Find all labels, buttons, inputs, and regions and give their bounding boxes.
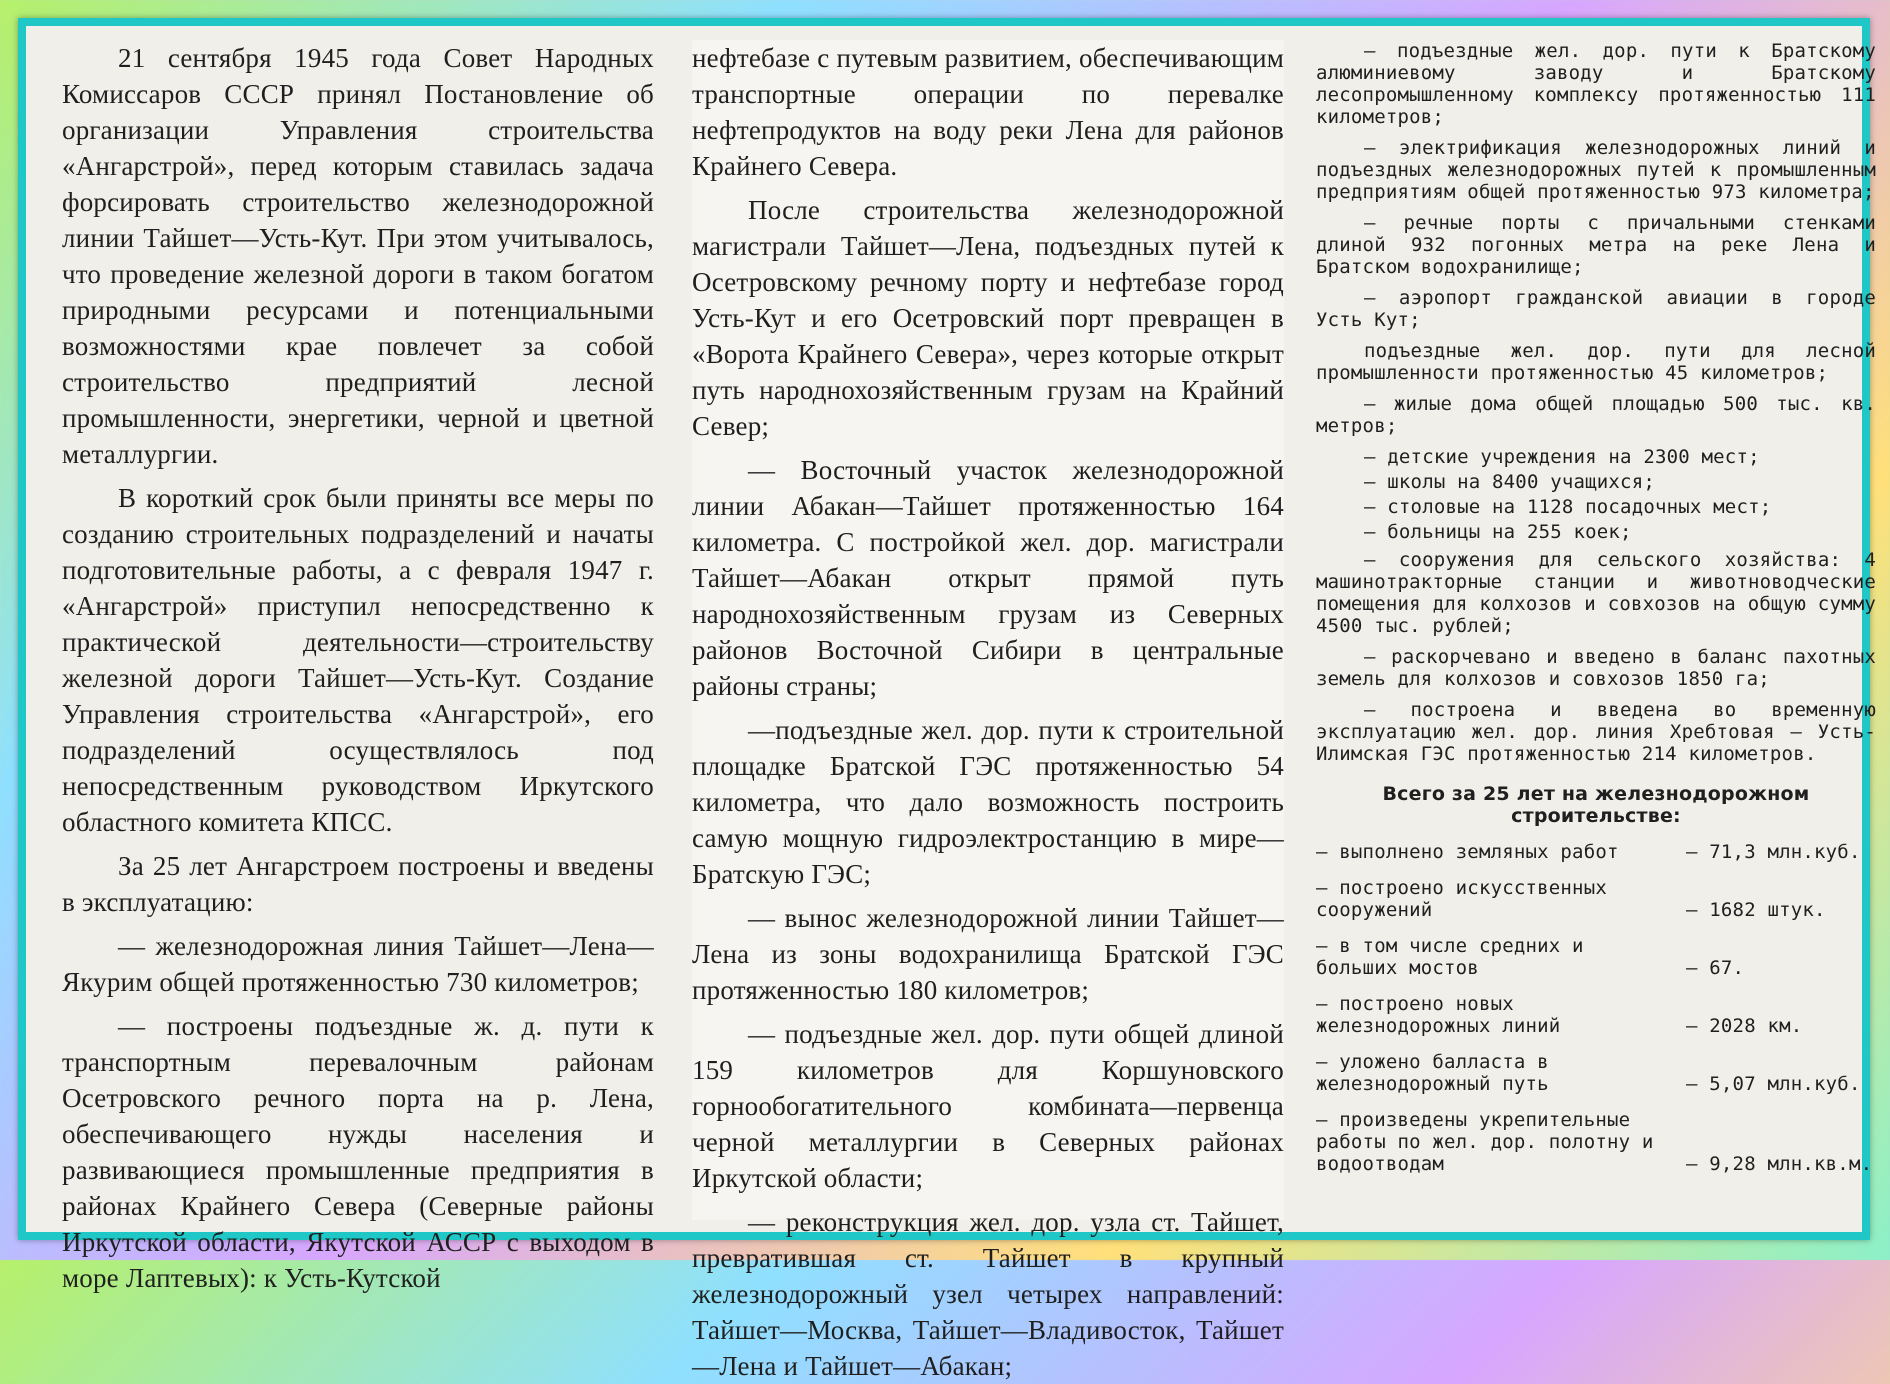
paragraph: — Восточный участок железнодорожной линии Абакан—Тайшет протяженностью 164 километра. С постройкой жел. дор. магистрали Тайшет—Абакан открыт прямой путь народнохозяйственным грузам из Северных районов Восточной Сибири в центральные районы страны;	[692, 455, 1284, 701]
paragraph: — построены подъездные ж. д. пути к транспортным перевалочным районам Осетровского речного порта на р. Лена, обеспечивающего нужды населения и развивающиеся промышленные предприятия в районах Крайнего Севера (Северные районы Иркутской области, Якутской АССР с выходом в море Лаптевых): к Усть-Кутской	[62, 1011, 654, 1293]
summary-label: — построено новых железнодорожных линий	[1316, 993, 1561, 1037]
paragraph: — вынос железнодорожной линии Тайшет—Лена из зоны водохранилища Братской ГЭС протяженностью 180 километров;	[692, 903, 1284, 1005]
summary-label: — выполнено земляных работ	[1316, 841, 1619, 863]
summary-label: — уложено балласта в железнодорожный путь	[1316, 1051, 1549, 1095]
summary-label: — произведены укрепительные работы по жел. дор. полотну и водоотводам	[1316, 1109, 1654, 1175]
list-item: — аэропорт гражданской авиации в городе Усть Кут;	[1316, 287, 1876, 331]
newspaper-page	[26, 26, 1876, 1381]
paragraph: — реконструкция жел. дор. узла ст. Тайшет, превратившая ст. Тайшет в крупный железнодорожный узел четырех направлений: Тайшет—Москва, Тайшет—Владивосток, Тайшет—Лена и Тайшет—Абакан;	[692, 1207, 1284, 1381]
summary-value: — 71,3 млн.куб.	[1686, 841, 1861, 863]
summary-row	[1316, 1051, 1876, 1095]
frame-border	[18, 18, 1876, 1381]
list-item: — жилые дома общей площадью 500 тыс. кв. метров;	[1316, 393, 1876, 437]
summary-box	[1316, 783, 1876, 1175]
list-item: — речные порты с причальными стенками длиной 932 погонных метра на реке Лена и Братском водохранилище;	[1316, 212, 1876, 278]
list-item: — детские учреждения на 2300 мест;	[1364, 446, 1760, 468]
list-item: — построена и введена во временную эксплуатацию жел. дор. линия Хребтовая — Усть-Илимская ГЭС протяженностью 214 километров.	[1316, 699, 1876, 765]
paragraph: После строительства железнодорожной магистрали Тайшет—Лена, подъездных путей к Осетровскому речному порту и нефтебазе город Усть-Кут и его Осетровский порт превращен в «Ворота Крайнего Севера», через которые открыт путь народнохозяйственным грузам на Крайний Север;	[692, 195, 1284, 441]
list-item: — подъездные жел. дор. пути к Братскому алюминиевому заводу и Братскому лесопромышленному комплексу протяженностью 111 километров;	[1316, 40, 1876, 128]
column-left	[62, 40, 654, 1293]
summary-row	[1316, 993, 1876, 1037]
column-middle	[692, 40, 1284, 1381]
summary-row	[1316, 1109, 1876, 1175]
list-item: — столовые на 1128 посадочных мест;	[1364, 496, 1772, 518]
paragraph: —подъездные жел. дор. пути к строительной площадке Братской ГЭС протяженностью 54 километра, что дало возможность построить самую мощную гидроэлектростанцию в мире—Братскую ГЭС;	[692, 715, 1284, 889]
summary-row	[1316, 841, 1876, 863]
paragraph: В короткий срок были приняты все меры по созданию строительных подразделений и начаты подготовительные работы, а с февраля 1947 г. «Ангарстрой» приступил непосредственно к практической деятельности—строительству железной дороги Тайшет—Усть-Кут. Создание Управления строительства «Ангарстрой», его подразделений осуществлялось под непосредственным руководством Иркутского областного комитета КПСС.	[62, 483, 654, 837]
paragraph: 21 сентября 1945 года Совет Народных Комиссаров СССР принял Постановление об организации Управления строительства «Ангарстрой», перед которым ставилась задача форсировать строительство железнодорожной линии Тайшет—Усть-Кут. При этом учитывалось, что проведение железной дороги в таком богатом природными ресурсами и потенциальными возможностями крае повлечет за собой строительство предприятий лесной промышленности, энергетики, черной и цветной металлургии.	[62, 43, 654, 469]
summary-label: — построено искусственных сооружений	[1316, 877, 1607, 921]
list-item: — школы на 8400 учащихся;	[1364, 471, 1655, 493]
list-item: подъездные жел. дор. пути для лесной промышленности протяженностью 45 километров;	[1316, 340, 1876, 384]
paragraph: — железнодорожная линия Тайшет—Лена—Якурим общей протяженностью 730 километров;	[62, 931, 654, 997]
summary-value: — 9,28 млн.кв.м.	[1686, 1153, 1873, 1175]
summary-value: — 67.	[1686, 957, 1745, 979]
summary-value: — 2028 км.	[1686, 1015, 1803, 1037]
summary-label: — в том числе средних и больших мостов	[1316, 935, 1584, 979]
column-right	[1316, 40, 1876, 1220]
list-item: — электрификация железнодорожных линий и подъездных железнодорожных путей к промышленным предприятиям общей протяженностью 973 километра;	[1316, 137, 1876, 203]
summary-value: — 1682 штук.	[1686, 899, 1826, 921]
summary-row	[1316, 877, 1876, 921]
summary-value: — 5,07 млн.куб.	[1686, 1073, 1861, 1095]
paragraph: — подъездные жел. дор. пути общей длиной 159 километров для Коршуновского горнообогатительного комбината—первенца черной металлургии в Северных районах Иркутской области;	[692, 1019, 1284, 1193]
summary-row	[1316, 935, 1876, 979]
summary-title: Всего за 25 лет на железнодорожном строительстве:	[1382, 783, 1810, 827]
list-item: — больницы на 255 коек;	[1364, 521, 1632, 543]
list-item: — раскорчевано и введено в баланс пахотных земель для колхозов и совхозов 1850 га;	[1316, 646, 1876, 690]
list-item: — сооружения для сельского хозяйства: 4 машинотракторные станции и животноводческие помещения для колхозов и совхозов на общую сумму 4500 тыс. рублей;	[1316, 549, 1876, 637]
paragraph: нефтебазе с путевым развитием, обеспечивающим транспортные операции по перевалке нефтепродуктов на воду реки Лена для районов Крайнего Севера.	[692, 43, 1284, 181]
paragraph: За 25 лет Ангарстроем построены и введены в эксплуатацию:	[62, 851, 654, 917]
